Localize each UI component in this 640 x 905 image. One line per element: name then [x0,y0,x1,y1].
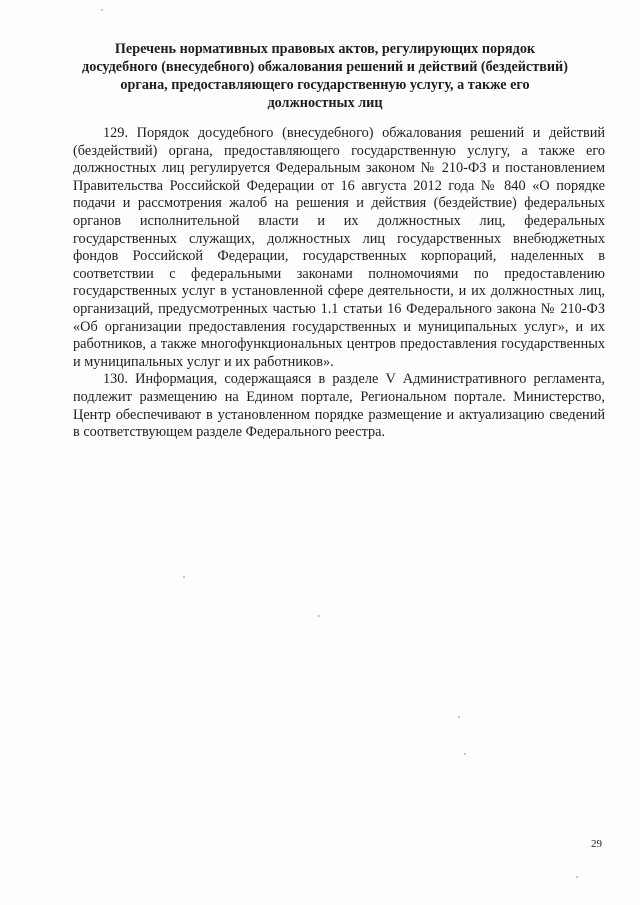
scan-speck [576,876,578,878]
paragraph-129: 129. Порядок досудебного (внесудебного) обжалования решений и действий (бездействий) органа, предоставляющего государственную услугу, а также его должностных лиц регулируется Федеральным законом № 210-ФЗ и постановлением Правительства Российской Федерации от 16 августа 2012 года № 840 «О порядке подачи и рассмотрения жалоб на решения и действия (бездействие) федеральных органов исполнительной власти и их должностных лиц, федеральных государственных служащих, должностных лиц государственных внебюджетных фондов Российской Федерации, государственных корпораций, наделенных в соответствии с федеральными законами полномочиями по предоставлению государственных услуг в установленной сфере деятельности, и их должностных лиц, организаций, предусмотренных частью 1.1 статьи 16 Федерального закона № 210-ФЗ «Об организации предоставления государственных и муниципальных услуг», и их работников, а также многофункциональных центров предоставления государственных и муниципальных услуг и их работников». [73,125,605,370]
document-title [60,40,590,112]
title-line: Перечень нормативных правовых актов, регулирующих порядок [114,41,536,57]
paragraph-130: 130. Информация, содержащаяся в разделе V Административного регламента, подлежит размещению на Едином портале, Региональном портале. Министерство, Центр обеспечивают в установленном порядке размещение и актуализацию сведений в соответствующем разделе Федерального реестра. [73,371,605,441]
title-line: досудебного (внесудебного) обжалования решений и действий (бездействий) [82,59,568,75]
page-number: 29 [591,838,602,850]
scan-speck [101,9,103,11]
title-line: органа, предоставляющего государственную услугу, а также его [120,77,530,93]
scan-speck [183,576,185,578]
scan-speck [318,615,320,617]
scan-speck [464,753,466,755]
scan-speck [458,716,460,718]
title-line: должностных лиц [267,95,383,111]
document-body [73,125,605,442]
